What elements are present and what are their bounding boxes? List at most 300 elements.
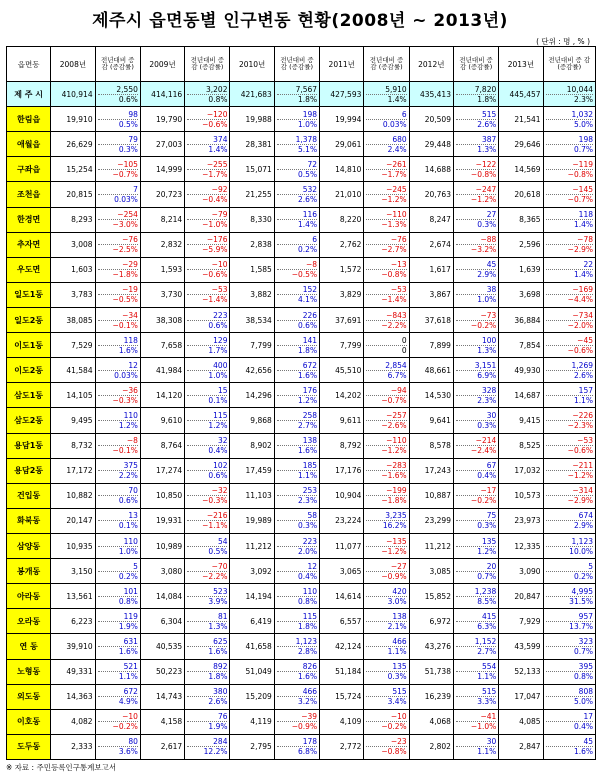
change-rate: 2.7% (277, 420, 317, 430)
change-rate: 1.6% (277, 370, 317, 380)
change-cell (453, 383, 498, 408)
change-amount: 17 (583, 712, 593, 722)
change-cell (274, 659, 319, 684)
change-rate: 1.4% (546, 219, 593, 229)
change-cell (274, 358, 319, 383)
population-cell: 45,510 (320, 358, 364, 383)
change-amount: 22 (583, 260, 593, 270)
table-row (7, 659, 596, 684)
change-amount: −216 (206, 511, 228, 521)
change-cell (274, 483, 319, 508)
change-rate: 0.8% (277, 596, 317, 606)
change-amount: 892 (213, 662, 228, 672)
change-amount: 515 (392, 687, 407, 697)
change-amount: 138 (302, 436, 318, 446)
change-rate: 2.0% (277, 546, 317, 556)
change-rate: −0.8% (366, 269, 406, 279)
change-rate: 0.4% (277, 571, 317, 581)
change-cell (274, 508, 319, 533)
change-cell (453, 634, 498, 659)
change-rate: 3.6% (98, 746, 138, 756)
change-amount: −283 (386, 461, 407, 471)
region-name: 용담2동 (7, 458, 51, 483)
population-cell: 12,335 (499, 533, 543, 558)
change-rate: 0.3% (366, 671, 406, 681)
change-rate: −2.9% (546, 495, 593, 505)
region-name: 노형동 (7, 659, 51, 684)
change-rate: 0.1% (187, 395, 227, 405)
header-year: 2011년 (320, 47, 364, 82)
change-cell (453, 684, 498, 709)
change-rate: −2.7% (366, 244, 406, 254)
change-amount: −245 (386, 184, 407, 194)
change-rate: −2.9% (546, 244, 593, 254)
change-cell (185, 559, 230, 584)
population-cell: 20,847 (499, 584, 543, 609)
change-rate: 1.1% (546, 395, 593, 405)
population-cell: 8,732 (51, 433, 95, 458)
change-cell (453, 333, 498, 358)
change-amount: 118 (578, 210, 593, 220)
change-amount: −10 (211, 260, 228, 270)
population-cell: 43,276 (409, 634, 453, 659)
change-rate: 0.5% (187, 546, 227, 556)
table-row (7, 559, 596, 584)
change-cell (364, 533, 409, 558)
change-rate: 0.2% (98, 571, 138, 581)
change-cell (364, 734, 409, 759)
change-amount: −41 (480, 712, 497, 722)
change-amount: 515 (481, 109, 497, 119)
change-amount: −17 (480, 486, 497, 496)
population-cell: 2,596 (499, 232, 543, 257)
population-cell: 11,212 (230, 533, 274, 558)
change-rate: 0.4% (456, 470, 496, 480)
change-rate: −0.1% (98, 445, 138, 455)
change-cell (364, 282, 409, 307)
population-cell: 14,363 (51, 684, 95, 709)
change-cell (364, 232, 409, 257)
region-name: 봉개동 (7, 559, 51, 584)
change-cell (453, 559, 498, 584)
change-rate: 1.9% (98, 621, 138, 631)
change-rate: 0.4% (546, 721, 593, 731)
change-amount: 38 (486, 285, 497, 295)
change-cell (543, 508, 595, 533)
change-rate: −1.8% (98, 269, 138, 279)
population-cell: 2,795 (230, 734, 274, 759)
population-cell: 20,723 (140, 182, 184, 207)
change-rate: 5.0% (546, 696, 593, 706)
change-amount: 110 (123, 410, 138, 420)
change-cell (185, 358, 230, 383)
change-amount: −214 (475, 436, 497, 446)
population-cell: 15,254 (51, 157, 95, 182)
change-amount: −92 (211, 184, 228, 194)
change-cell (543, 207, 595, 232)
change-cell (185, 182, 230, 207)
population-cell: 23,973 (499, 508, 543, 533)
change-rate: 1.0% (456, 294, 496, 304)
change-cell (364, 182, 409, 207)
change-amount: −211 (572, 461, 593, 471)
change-amount: 198 (302, 109, 318, 119)
population-cell: 50,223 (140, 659, 184, 684)
change-amount: −119 (572, 159, 593, 169)
population-cell: 6,419 (230, 609, 274, 634)
change-rate: 5.1% (277, 144, 317, 154)
change-rate: −0.2% (98, 721, 138, 731)
change-cell (95, 709, 140, 734)
change-cell (453, 508, 498, 533)
change-amount: 284 (213, 737, 228, 747)
population-cell: 4,085 (499, 709, 543, 734)
change-rate: −0.9% (277, 721, 317, 731)
change-cell (364, 584, 409, 609)
population-cell: 14,687 (499, 383, 543, 408)
change-cell (364, 82, 409, 107)
change-amount: −843 (386, 310, 407, 320)
population-cell: 7,799 (320, 333, 364, 358)
change-amount: 7,567 (295, 84, 318, 94)
change-cell (364, 709, 409, 734)
change-amount: −94 (390, 385, 407, 395)
population-cell: 1,572 (320, 257, 364, 282)
change-rate: −0.5% (98, 294, 138, 304)
population-cell: 2,333 (51, 734, 95, 759)
change-amount: 523 (213, 586, 228, 596)
change-rate: −1.7% (366, 169, 406, 179)
population-cell: 3,829 (320, 282, 364, 307)
change-rate: −2.2% (187, 571, 227, 581)
change-amount: 100 (481, 335, 497, 345)
population-cell: 38,085 (51, 307, 95, 332)
change-amount: 27 (486, 210, 497, 220)
population-cell: 8,247 (409, 207, 453, 232)
population-cell: 3,090 (499, 559, 543, 584)
change-cell (95, 232, 140, 257)
population-cell: 8,330 (230, 207, 274, 232)
population-cell: 17,243 (409, 458, 453, 483)
header-change: 전년대비 증 감 (증감률) (274, 47, 319, 82)
change-rate: −2.3% (546, 420, 593, 430)
change-rate: 6.9% (456, 370, 496, 380)
change-rate: 1.3% (187, 621, 227, 631)
change-cell (364, 609, 409, 634)
population-cell: 17,459 (230, 458, 274, 483)
change-cell (185, 207, 230, 232)
change-rate: −1.2% (366, 445, 406, 455)
population-cell: 14,810 (320, 157, 364, 182)
change-amount: −29 (122, 260, 138, 270)
region-name: 삼도2동 (7, 408, 51, 433)
population-cell: 27,003 (140, 132, 184, 157)
change-rate: −1.3% (366, 219, 406, 229)
change-amount: 110 (123, 536, 138, 546)
change-cell (364, 684, 409, 709)
change-rate: 0.2% (277, 244, 317, 254)
change-rate: 0.6% (277, 320, 317, 330)
change-rate: 0.5% (277, 169, 317, 179)
change-rate: −5.9% (187, 244, 227, 254)
change-rate: 12.2% (187, 746, 227, 756)
change-amount: 2,854 (385, 360, 407, 370)
change-amount: 226 (302, 310, 318, 320)
change-amount: 374 (213, 134, 228, 144)
change-cell (364, 483, 409, 508)
change-rate: −0.6% (187, 269, 227, 279)
change-amount: 119 (123, 611, 138, 621)
change-rate: 1.0% (187, 370, 227, 380)
population-cell: 14,530 (409, 383, 453, 408)
change-rate: 1.2% (277, 395, 317, 405)
change-amount: 258 (302, 410, 318, 420)
change-rate: 8.5% (456, 596, 496, 606)
change-cell (185, 107, 230, 132)
change-rate: −2.0% (546, 320, 593, 330)
change-cell (364, 383, 409, 408)
change-cell (364, 458, 409, 483)
change-rate: −0.6% (546, 345, 593, 355)
region-name: 조천읍 (7, 182, 51, 207)
population-cell: 8,220 (320, 207, 364, 232)
population-cell: 19,988 (230, 107, 274, 132)
population-cell: 4,119 (230, 709, 274, 734)
header-change: 전년대비 증 감 (증감률) (95, 47, 140, 82)
population-cell: 7,658 (140, 333, 184, 358)
header-year: 2008년 (51, 47, 95, 82)
change-cell (543, 182, 595, 207)
change-amount: 674 (578, 511, 593, 521)
change-cell (274, 458, 319, 483)
change-amount: 5,910 (385, 84, 407, 94)
population-cell: 11,077 (320, 533, 364, 558)
population-cell: 3,730 (140, 282, 184, 307)
change-cell (543, 659, 595, 684)
change-amount: −734 (572, 310, 593, 320)
change-rate: 2.6% (546, 370, 593, 380)
population-cell: 10,904 (320, 483, 364, 508)
change-amount: −10 (390, 712, 407, 722)
change-cell (185, 333, 230, 358)
change-amount: −23 (390, 737, 407, 747)
change-rate: 1.0% (98, 546, 138, 556)
table-row (7, 157, 596, 182)
change-cell (274, 282, 319, 307)
change-rate: 0.8% (187, 94, 227, 104)
change-cell (95, 684, 140, 709)
change-amount: 13 (128, 511, 138, 521)
change-amount: 631 (123, 636, 138, 646)
change-rate: −0.9% (366, 571, 406, 581)
change-cell (185, 408, 230, 433)
change-amount: 141 (302, 335, 318, 345)
change-amount: 672 (302, 360, 318, 370)
population-cell: 6,557 (320, 609, 364, 634)
table-row (7, 383, 596, 408)
table-row (7, 609, 596, 634)
population-cell: 9,611 (320, 408, 364, 433)
change-cell (364, 559, 409, 584)
change-cell (364, 307, 409, 332)
change-amount: 135 (392, 662, 407, 672)
change-rate: −0.6% (187, 119, 227, 129)
population-cell: 21,010 (320, 182, 364, 207)
change-cell (95, 282, 140, 307)
change-cell (95, 408, 140, 433)
header-change: 전년대비 증 감 (증감률) (543, 47, 595, 82)
population-cell: 43,599 (499, 634, 543, 659)
change-cell (364, 358, 409, 383)
population-cell: 8,764 (140, 433, 184, 458)
change-cell (274, 207, 319, 232)
change-rate: 4.9% (98, 696, 138, 706)
change-cell (274, 734, 319, 759)
population-cell: 52,133 (499, 659, 543, 684)
change-rate: 0.3% (456, 420, 496, 430)
change-amount: 115 (213, 410, 228, 420)
change-cell (95, 433, 140, 458)
change-amount: −8 (126, 436, 138, 446)
change-cell (543, 82, 595, 107)
population-cell: 8,365 (499, 207, 543, 232)
population-cell: 6,223 (51, 609, 95, 634)
region-name: 한림읍 (7, 107, 51, 132)
change-cell (274, 408, 319, 433)
change-rate: 0.03% (366, 119, 406, 129)
change-amount: 110 (302, 586, 318, 596)
change-cell (95, 358, 140, 383)
change-cell (364, 107, 409, 132)
change-cell (95, 609, 140, 634)
change-cell (274, 533, 319, 558)
change-rate: 1.4% (187, 144, 227, 154)
change-rate: 2.3% (546, 94, 593, 104)
table-row (7, 358, 596, 383)
change-rate: −0.7% (98, 169, 138, 179)
header-change: 전년대비 증 감 (증감률) (453, 47, 498, 82)
population-cell: 8,578 (409, 433, 453, 458)
population-cell: 8,902 (230, 433, 274, 458)
change-cell (543, 358, 595, 383)
change-cell (95, 82, 140, 107)
change-rate: 2.3% (456, 395, 496, 405)
change-cell (185, 82, 230, 107)
change-cell (185, 257, 230, 282)
change-rate: −1.7% (187, 169, 227, 179)
region-name: 이도1동 (7, 333, 51, 358)
change-cell (95, 584, 140, 609)
change-cell (364, 508, 409, 533)
change-amount: 12 (307, 561, 318, 571)
change-amount: 45 (486, 260, 497, 270)
population-cell: 16,239 (409, 684, 453, 709)
change-cell (543, 483, 595, 508)
change-rate: −1.4% (366, 294, 406, 304)
table-row (7, 709, 596, 734)
population-cell: 2,772 (320, 734, 364, 759)
change-cell (95, 559, 140, 584)
change-cell (274, 107, 319, 132)
change-cell (185, 584, 230, 609)
change-rate: 4.1% (277, 294, 317, 304)
change-cell (543, 408, 595, 433)
change-amount: −261 (386, 159, 407, 169)
change-amount: 118 (123, 335, 138, 345)
change-amount: 6 (401, 109, 407, 119)
change-cell (543, 533, 595, 558)
population-cell: 14,999 (140, 157, 184, 182)
population-cell: 8,293 (51, 207, 95, 232)
change-rate: 1.6% (98, 646, 138, 656)
change-amount: −199 (386, 486, 407, 496)
change-amount: 223 (213, 310, 228, 320)
change-rate: 1.8% (456, 94, 496, 104)
change-amount: 415 (481, 611, 497, 621)
region-name: 이도2동 (7, 358, 51, 383)
change-amount: 328 (481, 385, 497, 395)
change-amount: −120 (206, 109, 228, 119)
change-amount: 4,995 (571, 586, 593, 596)
change-rate: 13.7% (546, 621, 593, 631)
table-row (7, 107, 596, 132)
change-cell (95, 734, 140, 759)
population-cell: 7,529 (51, 333, 95, 358)
population-cell: 8,525 (499, 433, 543, 458)
change-cell (274, 684, 319, 709)
change-cell (543, 257, 595, 282)
change-cell (95, 207, 140, 232)
table-row (7, 458, 596, 483)
change-cell (185, 709, 230, 734)
table-row (7, 182, 596, 207)
population-cell: 51,049 (230, 659, 274, 684)
change-amount: 20 (486, 561, 497, 571)
change-cell (95, 508, 140, 533)
change-cell (543, 307, 595, 332)
population-cell: 3,150 (51, 559, 95, 584)
change-cell (364, 333, 409, 358)
change-rate: 1.1% (456, 671, 496, 681)
change-rate: 2.9% (456, 269, 496, 279)
population-cell: 11,103 (230, 483, 274, 508)
population-cell: 14,202 (320, 383, 364, 408)
change-amount: 3,202 (206, 84, 228, 94)
region-name: 화북동 (7, 508, 51, 533)
change-amount: 58 (307, 511, 318, 521)
population-cell: 29,646 (499, 132, 543, 157)
change-amount: 178 (302, 737, 318, 747)
change-amount: 98 (128, 109, 138, 119)
change-rate: 5.0% (546, 119, 593, 129)
change-amount: 1,123 (571, 536, 593, 546)
change-rate: −1.2% (366, 194, 406, 204)
change-cell (185, 659, 230, 684)
table-row (7, 232, 596, 257)
population-cell: 4,068 (409, 709, 453, 734)
change-cell (453, 734, 498, 759)
population-cell: 7,929 (499, 609, 543, 634)
header-year: 2013년 (499, 47, 543, 82)
change-rate: 2.7% (456, 646, 496, 656)
change-cell (543, 584, 595, 609)
change-amount: 81 (217, 611, 228, 621)
region-name: 제 주 시 (7, 82, 51, 107)
region-name: 아라동 (7, 584, 51, 609)
population-cell: 14,120 (140, 383, 184, 408)
change-rate: −1.2% (546, 470, 593, 480)
change-amount: 30 (486, 737, 497, 747)
